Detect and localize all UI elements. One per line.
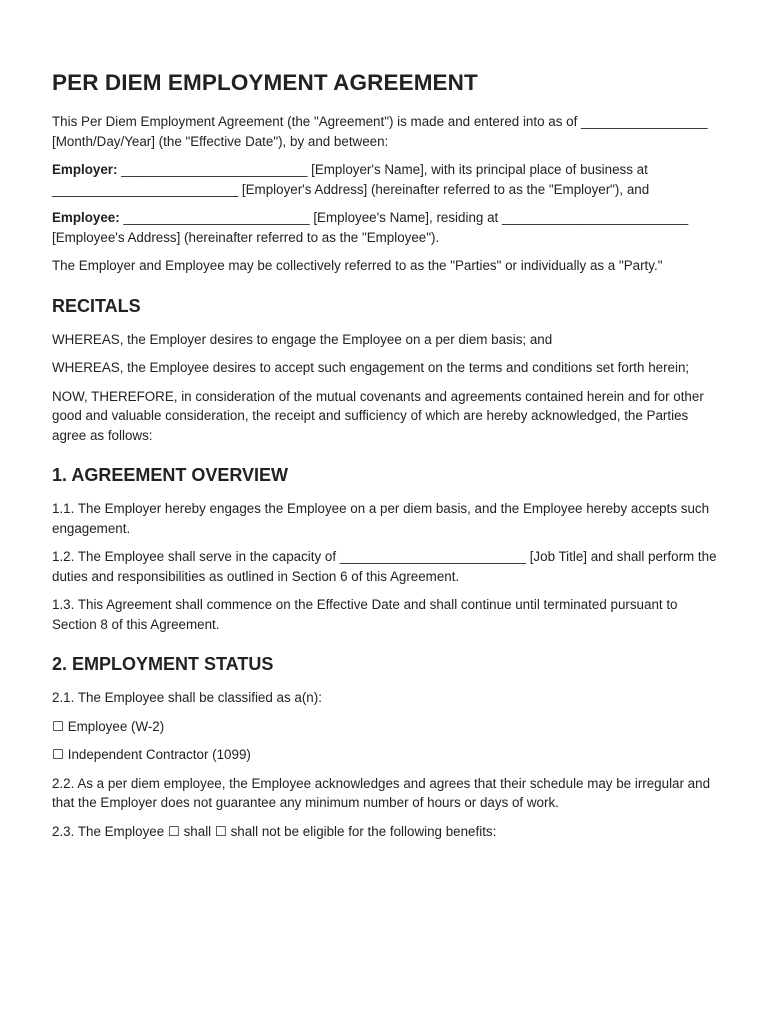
recitals-paragraph-1: WHEREAS, the Employer desires to engage the Employee on a per diem basis; and <box>52 331 553 347</box>
agreement-overview-heading: 1. AGREEMENT OVERVIEW <box>52 465 289 485</box>
employee-text: _________________________ [Employee's Name], residing at _________________________ [Employee's Address] (hereinafter referred to as the "Employee"). <box>52 210 689 245</box>
recitals-paragraph-3: NOW, THEREFORE, in consideration of the mutual covenants and agreements contained herein and for other good and valuable consideration, the receipt and sufficiency of which are hereby acknowledged, the Parties agree as follows: <box>52 388 704 443</box>
employment-status-heading: 2. EMPLOYMENT STATUS <box>52 654 274 674</box>
employer-label: Employer: <box>52 162 118 177</box>
checkbox-independent-contractor[interactable]: ☐ Independent Contractor (1099) <box>52 747 251 762</box>
clause-1-1: 1.1. The Employer hereby engages the Employee on a per diem basis, and the Employee hereby accepts such engagement. <box>52 501 710 536</box>
employee-label: Employee: <box>52 210 120 225</box>
document-title: PER DIEM EMPLOYMENT AGREEMENT <box>52 70 478 95</box>
employee-paragraph <box>52 208 718 247</box>
clause-2-1: 2.1. The Employee shall be classified as a(n): <box>52 690 322 705</box>
clause-2-3: 2.3. The Employee ☐ shall ☐ shall not be eligible for the following benefits: <box>52 823 497 839</box>
clause-2-2: 2.2. As a per diem employee, the Employee acknowledges and agrees that their schedule may be irregular and that the Employer does not guarantee any minimum number of hours or days of work. <box>52 775 711 810</box>
parties-paragraph: The Employer and Employee may be collectively referred to as the "Parties" or individually as a "Party." <box>52 258 663 273</box>
clause-1-3: 1.3. This Agreement shall commence on the Effective Date and shall continue until terminated pursuant to Section 8 of this Agreement. <box>52 597 678 632</box>
agreement-overview-section <box>52 465 718 634</box>
intro-paragraph: This Per Diem Employment Agreement (the "Agreement") is made and entered into as of _________________ [Month/Day/Year] (the "Effective Date"), by and between: <box>52 114 708 149</box>
clause-1-2: 1.2. The Employee shall serve in the capacity of _________________________ [Job Title] and shall perform the duties and responsibilities as outlined in Section 6 of this Agreement. <box>52 549 717 584</box>
employer-paragraph <box>52 160 718 199</box>
recitals-section <box>52 296 718 446</box>
checkbox-employee-w2[interactable]: ☐ Employee (W-2) <box>52 718 165 734</box>
employment-status-section <box>52 654 718 841</box>
employer-text: _________________________ [Employer's Name], with its principal place of business at _________________________ [Employer's Address] (hereinafter referred to as the "Employer"), and <box>52 162 650 197</box>
recitals-heading: RECITALS <box>52 295 141 316</box>
recitals-paragraph-2: WHEREAS, the Employee desires to accept such engagement on the terms and conditions set forth herein; <box>52 360 690 375</box>
